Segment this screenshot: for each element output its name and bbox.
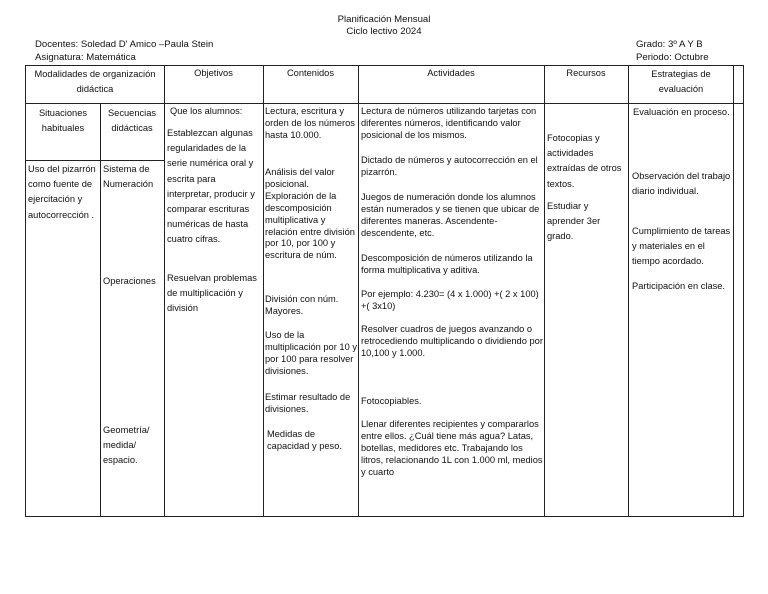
- contenido-4: Uso de la multiplicación por 10 y por 100 para resolver divisiones.: [265, 330, 357, 376]
- secuencia-operaciones: Operaciones: [103, 276, 156, 286]
- header-recursos: Recursos: [566, 68, 606, 78]
- table-border-top: [25, 65, 744, 66]
- actividad-1: Lectura de números utilizando tarjetas con diferentes números, identificando valor posicional de los mismos.: [361, 106, 537, 140]
- actividad-7: Fotocopiables.: [361, 396, 422, 406]
- actividad-5: Por ejemplo: 4.230= (4 x 1.000) +( 2 x 100) +( 3x10): [361, 289, 539, 311]
- docentes-line: Docentes: Soledad D' Amico –Paula Stein: [35, 39, 214, 50]
- estrategia-4: Participación en clase.: [632, 281, 726, 291]
- document-title: Planificación Mensual: [337, 14, 431, 25]
- col-line-contenidos: [358, 65, 359, 517]
- contenido-2: Análisis del valor posicional. Exploración de la descomposición multiplicativa y relación entre división por 10, por 100 y escritura de núm.: [265, 167, 355, 261]
- actividad-2: Dictado de números y autocorrección en el pizarrón.: [361, 155, 538, 177]
- header-estrategias: Estrategias de evaluación: [651, 69, 711, 95]
- secuencia-geometria: Geometría/ medida/ espacio.: [103, 425, 150, 466]
- estrategia-2: Observación del trabajo diario individual.: [632, 171, 731, 197]
- estrategia-1: Evaluación en proceso.: [633, 107, 730, 117]
- objetivo-1: Establezcan algunas regularidades de la serie numérica oral y escrita para interpretar, producir y comparar escrituras numéricas de hasta cuatro cifras.: [167, 128, 255, 245]
- table-border-bottom: [25, 516, 744, 517]
- situaciones-cell: Uso del pizarrón como fuente de ejercitación y autocorrección .: [28, 164, 96, 220]
- col-line-right: [743, 65, 744, 517]
- header-objetivos: Objetivos: [194, 68, 233, 78]
- header-actividades: Actividades: [427, 68, 475, 78]
- header-contenidos: Contenidos: [286, 68, 335, 78]
- col-line-objetivos: [263, 65, 264, 517]
- contenido-6: Medidas de capacidad y peso.: [267, 429, 342, 451]
- actividad-6: Resolver cuadros de juegos avanzando o retrocediendo multiplicando o dividiendo por 10,100 y 1.000.: [361, 324, 543, 358]
- col-line-modalidades: [164, 65, 165, 517]
- grado-line: Grado: 3º A Y B: [636, 39, 703, 50]
- actividad-8: Llenar diferentes recipientes y compararlos entre ellos. ¿Cuál tiene más agua? Latas, botellas, medidores etc. Trabajando los litros, relacionando 1L con 1.000 ml, medios y cuarto: [361, 419, 543, 477]
- asignatura-line: Asignatura: Matemática: [35, 52, 136, 63]
- header-row-divider: [25, 103, 744, 104]
- recurso-2: Estudiar y aprender 3er grado.: [547, 201, 601, 242]
- col-line-situaciones: [100, 103, 101, 517]
- recurso-1: Fotocopias y actividades extraídas de otros textos.: [547, 133, 622, 189]
- subheader-divider: [25, 160, 164, 161]
- subheader-situaciones: Situaciones habituales: [38, 108, 88, 134]
- header-modalidades: Modalidades de organización didáctica: [34, 69, 156, 95]
- periodo-line: Periodo: Octubre: [636, 52, 709, 63]
- contenido-1: Lectura, escritura y orden de los números hasta 10.000.: [265, 106, 355, 140]
- document-subtitle: Ciclo lectivo 2024: [346, 26, 422, 37]
- col-line-recursos: [628, 65, 629, 517]
- objetivos-intro: Que los alumnos:: [170, 106, 243, 116]
- secuencia-numeracion: Sistema de Numeración: [103, 164, 154, 190]
- contenido-3: División con núm. Mayores.: [265, 294, 339, 316]
- col-line-left: [25, 65, 26, 517]
- subheader-secuencias: Secuencias didácticas: [107, 108, 157, 134]
- actividad-3: Juegos de numeración donde los alumnos están numerados y se tienen que ubicar de diferentes maneras. Ascendente- descendente, etc.: [361, 192, 540, 238]
- objetivo-2: Resuelvan problemas de multiplicación y división: [167, 273, 257, 314]
- col-line-actividades: [544, 65, 545, 517]
- contenido-5: Estimar resultado de divisiones.: [265, 392, 351, 414]
- col-line-estrategias: [733, 65, 734, 517]
- actividad-4: Descomposición de números utilizando la forma multiplicativa y aditiva.: [361, 253, 533, 275]
- estrategia-3: Cumplimiento de tareas y materiales en el tiempo acordado.: [632, 226, 731, 267]
